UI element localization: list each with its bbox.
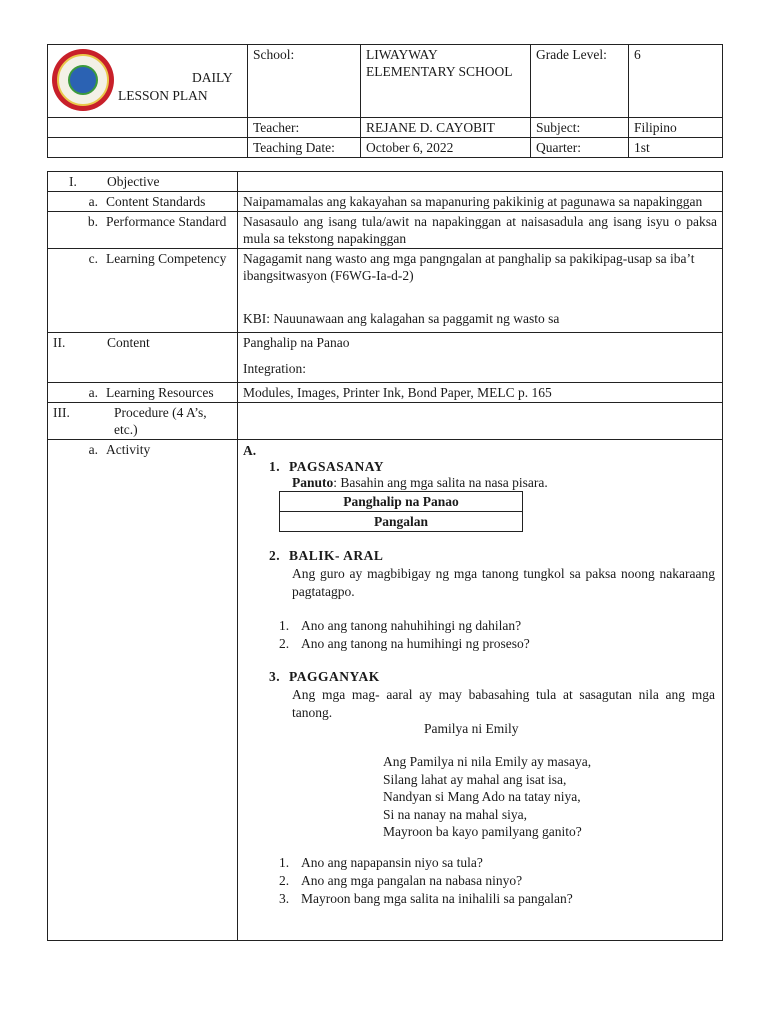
doc-title-line1: DAILY xyxy=(192,70,233,85)
item-letter: a. xyxy=(88,385,98,400)
activity-cell xyxy=(238,440,723,941)
pagsasanay-heading: 1. PAGSASANAY xyxy=(269,459,385,474)
list-item: 1. Ano ang napapansin niyo sa tula? xyxy=(279,855,483,870)
grade-label: Grade Level: xyxy=(531,45,629,118)
pagganyak-heading: 3. PAGGANYAK xyxy=(269,669,380,684)
row-content xyxy=(48,333,723,383)
content-text: Panghalip na Panao xyxy=(243,335,350,350)
resources-text: Modules, Images, Printer Ink, Bond Paper, MELC p. 165 xyxy=(238,383,723,403)
row-resources xyxy=(48,383,723,403)
section-label: Content xyxy=(107,335,150,350)
item-label: Performance Standard xyxy=(106,214,227,229)
row-content-standards xyxy=(48,192,723,212)
panghalip-header: Panghalip na Panao xyxy=(280,492,523,512)
section-label: Procedure (4 A’s, etc.) xyxy=(114,405,207,437)
balik-aral-questions xyxy=(279,617,530,653)
poem-line: Silang lahat ay mahal ang isat isa, xyxy=(383,771,567,787)
performance-text: Nasasaulo ang isang tula/awit na napakinggan at naisasadula ang isang isyu o paksa mula sa tekstong napakinggan xyxy=(238,212,723,249)
school-seal-logo xyxy=(52,49,114,111)
item-letter: a. xyxy=(88,194,98,209)
kbi-text: KBI: Nauunawaan ang kalagahan sa paggamit ng wasto sa xyxy=(243,311,560,326)
row-objective xyxy=(48,172,723,192)
doc-title-line2: LESSON PLAN xyxy=(118,88,208,103)
item-letter: b. xyxy=(87,214,98,229)
quarter-label: Quarter: xyxy=(531,138,629,158)
list-item: 2. Ano ang mga pangalan na nabasa ninyo? xyxy=(279,873,523,888)
row-activity xyxy=(48,440,723,941)
panuto-line: Panuto: Basahin ang mga salita na nasa pisara. xyxy=(292,475,548,490)
list-item: 2. Ano ang tanong na humihingi ng proseso? xyxy=(279,636,530,651)
school-value: LIWAYWAY ELEMENTARY SCHOOL xyxy=(361,45,531,118)
item-label: Learning Competency xyxy=(106,251,227,266)
school-label: School: xyxy=(248,45,361,118)
panghalip-table xyxy=(279,491,523,532)
poem xyxy=(383,753,591,841)
subject-label: Subject: xyxy=(531,118,629,138)
competency-text: Nagagamit nang wasto ang mga pangngalan at panghalip sa pakikipag-usap sa iba’t ibangsitwasyon (F6WG-Ia-d-2) xyxy=(243,251,695,283)
subject-value: Filipino xyxy=(629,118,723,138)
pangalan-cell: Pangalan xyxy=(280,512,523,532)
poem-line: Mayroon ba kayo pamilyang ganito? xyxy=(383,824,582,839)
logo-cell xyxy=(48,45,248,118)
item-letter: c. xyxy=(88,251,98,266)
list-item: 3. Mayroon bang mga salita na inihalili sa pangalan? xyxy=(279,891,573,906)
item-label: Learning Resources xyxy=(106,385,214,400)
item-letter: a. xyxy=(88,442,98,457)
date-label: Teaching Date: xyxy=(248,138,361,158)
poem-line: Nandyan si Mang Ado na tatay niya, xyxy=(383,789,581,804)
grade-value: 6 xyxy=(629,45,723,118)
balik-aral-heading: 2. BALIK- ARAL xyxy=(269,548,384,563)
date-value: October 6, 2022 xyxy=(361,138,531,158)
pagganyak-questions xyxy=(279,854,573,908)
poem-line: Si na nanay na mahal siya, xyxy=(383,806,527,822)
pagganyak-text: Ang mga mag- aaral ay may babasahing tula at sasagutan nila ang mga tanong. xyxy=(292,687,715,720)
row-competency xyxy=(48,249,723,333)
poem-title: Pamilya ni Emily xyxy=(424,721,519,736)
list-item: 1. Ano ang tanong nahuhihingi ng dahilan? xyxy=(279,618,522,633)
header-table xyxy=(47,44,723,158)
section-num: I. xyxy=(69,174,77,189)
item-label: Content Standards xyxy=(106,194,206,209)
row-performance xyxy=(48,212,723,249)
activity-mark: A. xyxy=(243,443,257,458)
section-label: Objective xyxy=(107,174,160,189)
section-num: III. xyxy=(53,405,70,420)
quarter-value: 1st xyxy=(629,138,723,158)
teacher-value: REJANE D. CAYOBIT xyxy=(361,118,531,138)
poem-line: Ang Pamilya ni nila Emily ay masaya, xyxy=(383,754,592,769)
balik-aral-text: Ang guro ay magbibigay ng mga tanong tungkol sa paksa noong nakaraang pagtatagpo. xyxy=(292,566,715,599)
item-label: Activity xyxy=(106,442,151,457)
row-procedure xyxy=(48,403,723,440)
teacher-label: Teacher: xyxy=(248,118,361,138)
lesson-plan-table xyxy=(47,171,723,941)
integration-label: Integration: xyxy=(243,361,306,376)
section-num: II. xyxy=(53,335,66,350)
content-standards-text: Naipamamalas ang kakayahan sa mapanuring pakikinig at pagunawa sa napakinggan xyxy=(238,192,723,212)
